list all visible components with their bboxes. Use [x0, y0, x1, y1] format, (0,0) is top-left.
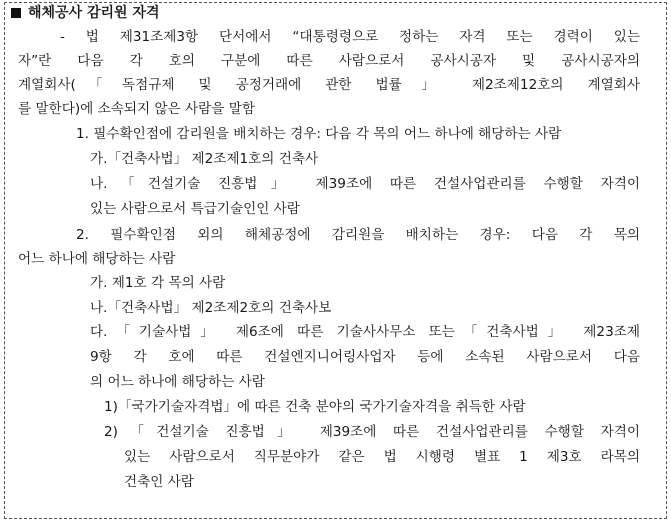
item-2-da-line-1: 다.「기술사법」 제6조에 따른 기술사사무소 또는「건축사법」 제23조제 — [90, 324, 640, 340]
item-2-sub-2-line-2: 있는 사람으로서 직무분야가 같은 법 시행령 별표 1 제3호 라목의 — [124, 449, 640, 465]
item-2-da-line-2: 9항 각 호에 따른 건설엔지니어링사업자 등에 소속된 사람으로서 다음 — [90, 349, 640, 365]
item-2-heading-line-2: 어느 하나에 해당하는 사람 — [18, 251, 176, 267]
section-title: 해체공사 감리원 자격 — [28, 5, 160, 21]
item-1-ga: 가.「건축사법」 제2조제1호의 건축사 — [90, 151, 319, 167]
intro-line-4: 를 말한다)에 소속되지 않은 사람을 말함 — [18, 101, 256, 117]
item-2-ga: 가. 제1호 각 목의 사람 — [90, 275, 226, 291]
intro-line-2: 자”란 다음 각 호의 구분에 따른 사람으로서 공사시공자 및 공사시공자의 — [18, 53, 640, 69]
item-2-heading-line-1: 2. 필수확인점 외의 해체공정에 감리원을 배치하는 경우: 다음 각 목의 — [76, 227, 640, 243]
item-2-sub-2-line-3: 건축인 사람 — [124, 474, 194, 490]
item-1-na-line-1: 나.「건설기술 진흥법」 제39조에 따른 건설사업관리를 수행할 자격이 — [90, 176, 640, 192]
section-heading — [11, 4, 159, 22]
intro-line-3: 계열회사(｢독점규제 및 공정거래에 관한 법률｣ 제2조제12호의 계열회사 — [18, 77, 640, 93]
square-bullet-icon — [11, 8, 21, 18]
item-2-sub-2-line-1: 2)「건설기술 진흥법」 제39조에 따른 건설사업관리를 수행할 자격이 — [104, 424, 640, 440]
intro-line-1: - 법 제31조제3항 단서에서 “대통령령으로 정하는 자격 또는 경력이 있는 — [60, 29, 640, 45]
item-2-na: 나.「건축사법」 제2조제2호의 건축사보 — [90, 300, 332, 316]
item-1-heading: 1. 필수확인점에 감리원을 배치하는 경우: 다음 각 목의 어느 하나에 해당하는 사람 — [76, 126, 562, 142]
item-2-sub-1: 1)「국가기술자격법」에 따른 건축 분야의 국가기술자격을 취득한 사람 — [104, 399, 526, 415]
item-1-na-line-2: 있는 사람으로서 특급기술인인 사람 — [90, 201, 300, 217]
item-2-da-line-3: 의 어느 하나에 해당하는 사람 — [90, 374, 265, 390]
